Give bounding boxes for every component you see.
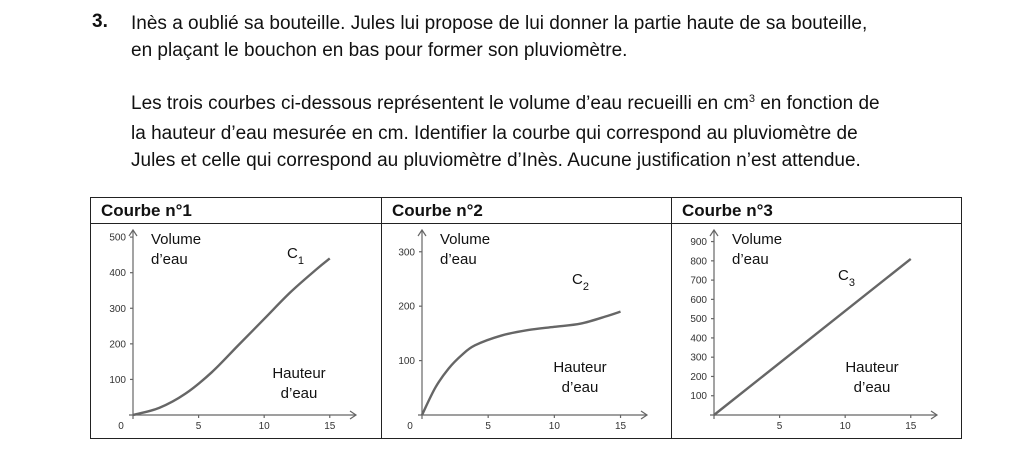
y-tick-label: 200 (690, 371, 707, 383)
y-axis-label-line-2: d’eau (440, 251, 477, 268)
y-tick-label: 100 (690, 391, 707, 403)
x-axis-label (272, 365, 325, 402)
curve-2-title: Courbe n°2 (382, 198, 672, 224)
x-tick-label: 5 (776, 421, 783, 432)
series-label-letter: C (838, 267, 849, 284)
x-tick-label: 10 (839, 421, 851, 432)
y-axis-label (732, 231, 782, 268)
y-tick-label: 200 (398, 301, 415, 313)
y-tick-label: 800 (690, 256, 707, 268)
y-tick-label: 400 (109, 268, 126, 280)
curve-2-cell (381, 198, 672, 438)
series-label-letter: C (572, 271, 583, 288)
series-label-subscript: 3 (848, 277, 855, 289)
paragraph-2-line-2: la hauteur d’eau mesurée en cm. Identifier la courbe qui correspond au pluviomètre de (131, 123, 858, 144)
curve-2-chart (382, 224, 672, 438)
paragraph-2-line-1a: Les trois courbes ci-dessous représentent le volume d’eau recueilli en cm (131, 93, 749, 114)
curve-3-title: Courbe n°3 (672, 198, 961, 224)
y-tick-label: 300 (109, 303, 126, 315)
y-tick-label: 300 (398, 247, 415, 259)
y-axis-label-line-2: d’eau (732, 251, 769, 268)
curve-3-cell (671, 198, 961, 438)
curves-table (90, 197, 962, 439)
series-label (838, 267, 855, 289)
x-axis-label-line-1: Hauteur (553, 359, 607, 376)
series-label (572, 271, 589, 293)
x-tick-label: 15 (614, 421, 627, 432)
x-tick-label: 5 (195, 421, 202, 432)
y-tick-label: 400 (690, 333, 707, 345)
series-label-subscript: 1 (297, 255, 304, 267)
y-tick-label: 200 (109, 339, 126, 351)
x-axis-label-line-1: Hauteur (272, 365, 326, 382)
paragraph-1-line-2: en plaçant le bouchon en bas pour former son pluviomètre. (131, 40, 628, 61)
curve-1-cell (91, 198, 381, 438)
x-axis-label-line-2: d’eau (853, 379, 891, 396)
y-tick-label: 300 (690, 352, 707, 364)
x-axis-label-line-2: d’eau (280, 385, 318, 402)
x-axis-label (553, 359, 606, 396)
y-tick-label: 500 (690, 314, 707, 326)
y-tick-label: 100 (398, 356, 415, 368)
y-axis-label (151, 231, 201, 268)
series-label-letter: C (287, 245, 298, 262)
origin-label: 0 (407, 421, 413, 432)
y-tick-label: 900 (690, 237, 707, 249)
x-tick-label: 10 (258, 421, 270, 432)
x-tick-label: 15 (905, 421, 917, 432)
curve-1-chart (91, 224, 381, 438)
y-axis-label-line-2: d’eau (151, 251, 188, 268)
series-label (287, 245, 304, 267)
x-axis-label-line-2: d’eau (561, 379, 599, 396)
y-axis-label (440, 231, 490, 268)
paragraph-2-line-3: Jules et celle qui correspond au pluviomètre d’Inès. Aucune justification n’est attendue. (131, 150, 861, 171)
x-tick-label: 15 (324, 421, 336, 432)
cubic-exponent: 3 (748, 93, 755, 105)
y-tick-label: 700 (690, 275, 707, 287)
x-tick-label: 5 (485, 421, 491, 432)
paragraph-2-line-1b: en fonction de (754, 93, 880, 114)
x-tick-label: 10 (548, 421, 560, 432)
y-tick-label: 500 (109, 232, 126, 244)
x-axis-label (845, 359, 898, 396)
paragraph-1-line-1: Inès a oublié sa bouteille. Jules lui propose de lui donner la partie haute de sa bouteille, (131, 13, 868, 34)
y-axis-label-line-1: Volume (151, 231, 202, 248)
series-label-subscript: 2 (582, 281, 589, 293)
y-axis-label-line-1: Volume (440, 231, 491, 248)
curve-3-chart (672, 224, 961, 438)
question-paragraph-2 (131, 90, 880, 174)
question-paragraph-1 (131, 10, 867, 64)
y-tick-label: 600 (690, 294, 707, 306)
y-tick-label: 100 (109, 374, 126, 386)
question-number: 3. (92, 11, 108, 32)
origin-label: 0 (118, 421, 124, 432)
x-axis-label-line-1: Hauteur (845, 359, 899, 376)
curve-1-title: Courbe n°1 (91, 198, 381, 224)
y-axis-label-line-1: Volume (732, 231, 783, 248)
